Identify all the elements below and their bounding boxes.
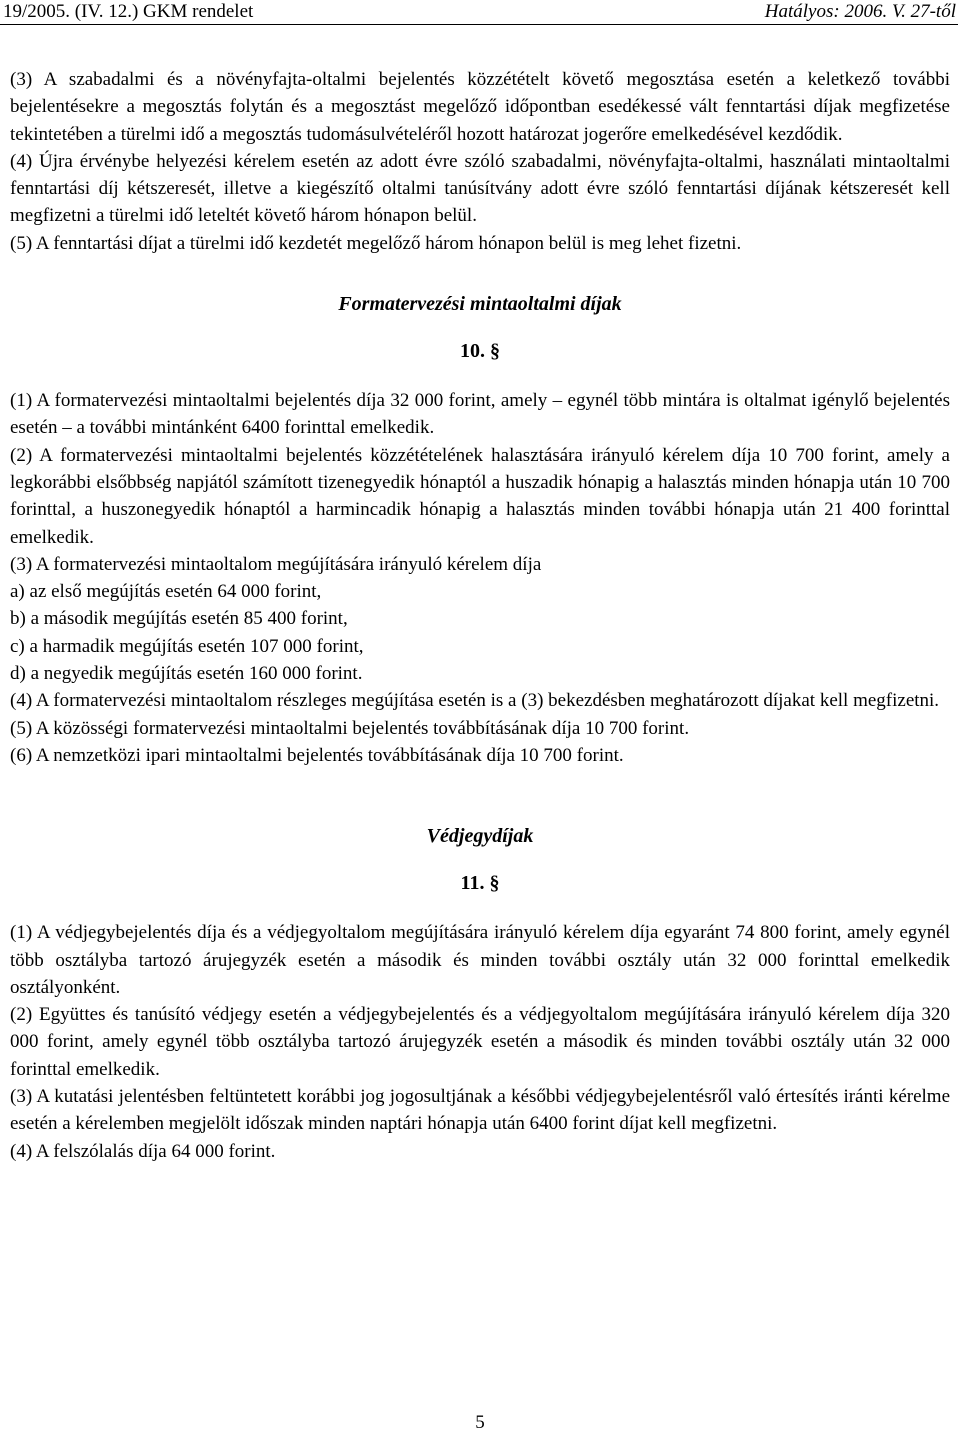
paragraph-10-1: (1) A formatervezési mintaoltalmi bejelentés díja 32 000 forint, amely – egynél több mintára is oltalmat igénylő bejelentés esetén – a további mintánként 6400 forinttal emelkedik. — [10, 390, 950, 439]
paragraph-10-3: (3) A formatervezési mintaoltalom megújítására irányuló kérelem díja — [10, 553, 542, 575]
section-heading-trademark-fees: Védjegydíjak — [426, 825, 534, 848]
paragraph-10-2: (2) A formatervezési mintaoltalmi bejelentés közzétételének halasztására irányuló kérelem díja 10 700 forint, amely a legkorábbi elsőbbség napjától számított tizenegyedik hónaptól a huszadik hónapig a halasztás minden hónapja után 10 700 forinttal, a huszonegyedik hónaptól a harmincadik hónapig a halasztás minden további hónapja után 21 400 forinttal emelkedik. — [10, 444, 950, 548]
document-body — [10, 66, 950, 1165]
list-item-10-3-a: a) az első megújítás esetén 64 000 forint, — [10, 581, 322, 603]
section-number-10: 10. § — [460, 340, 500, 363]
list-item-10-3-d: d) a negyedik megújítás esetén 160 000 forint. — [10, 663, 363, 685]
paragraph-9-3: (3) A szabadalmi és a növényfajta-oltalmi bejelentés közzétételt követő megosztása esetén a keletkező további bejelentésekre a megosztás folytán és a megosztást megelőző időpontban esedékessé vált fenntartási díjak megfizetése tekintetében a türelmi idő a megosztás tudomásulvételéről hozott határozat jogerőre emelkedésével kezdődik. — [10, 69, 950, 145]
paragraph-9-5: (5) A fenntartási díjat a türelmi idő kezdetét megelőző három hónapon belül is meg lehet fizetni. — [10, 232, 742, 254]
list-item-10-3-c: c) a harmadik megújítás esetén 107 000 forint, — [10, 635, 364, 657]
header-divider — [0, 24, 958, 25]
paragraph-10-5: (5) A közösségi formatervezési mintaoltalmi bejelentés továbbításának díja 10 700 forint. — [10, 717, 690, 739]
section-heading-design-fees: Formatervezési mintaoltalmi díjak — [338, 293, 622, 316]
list-item-10-3-b: b) a második megújítás esetén 85 400 forint, — [10, 608, 348, 630]
page-number: 5 — [475, 1412, 485, 1433]
paragraph-9-4: (4) Újra érvénybe helyezési kérelem esetén az adott évre szóló szabadalmi, növényfajta-oltalmi, használati mintaoltalmi fenntartási díj kétszeresét, illetve a kiegészítő oltalmi tanúsítvány adott évre szóló fenntartási díjának kétszeresét kell megfizetni a türelmi idő leteltét követő három hónapon belül. — [10, 150, 950, 227]
paragraph-10-6: (6) A nemzetközi ipari mintaoltalmi bejelentés továbbításának díja 10 700 forint. — [10, 744, 624, 766]
paragraph-11-4: (4) A felszólalás díja 64 000 forint. — [10, 1140, 276, 1162]
paragraph-11-3: (3) A kutatási jelentésben feltüntetett korábbi jog jogosultjának a későbbi védjegybejelentésről való értesítés iránti kérelme esetén a kérelemben megjelölt időszak minden naptári hónapja után 6400 forint díjat kell megfizetni. — [10, 1086, 950, 1135]
section-number-11: 11. § — [460, 872, 500, 895]
paragraph-10-4: (4) A formatervezési mintaoltalom részleges megújítása esetén is a (3) bekezdésben meghatározott díjakat kell megfizetni. — [10, 690, 940, 712]
page-header — [0, 0, 960, 24]
paragraph-11-2: (2) Együttes és tanúsító védjegy esetén a védjegybejelentés és a védjegyoltalom megújítására irányuló kérelem díja 320 000 forint, amely egynél több osztályba tartozó árujegyzék esetén a második és minden további osztály után 32 000 forinttal emelkedik. — [10, 1004, 950, 1080]
paragraph-11-1: (1) A védjegybejelentés díja és a védjegyoltalom megújítására irányuló kérelem díja egyaránt 74 800 forint, amely egynél több osztályba tartozó árujegyzék esetén a második és minden további osztály után 32 000 forinttal emelkedik osztályonként. — [10, 922, 950, 998]
header-effective-date: Hatályos: 2006. V. 27-től — [764, 1, 956, 22]
header-regulation-ref: 19/2005. (IV. 12.) GKM rendelet — [3, 1, 254, 22]
